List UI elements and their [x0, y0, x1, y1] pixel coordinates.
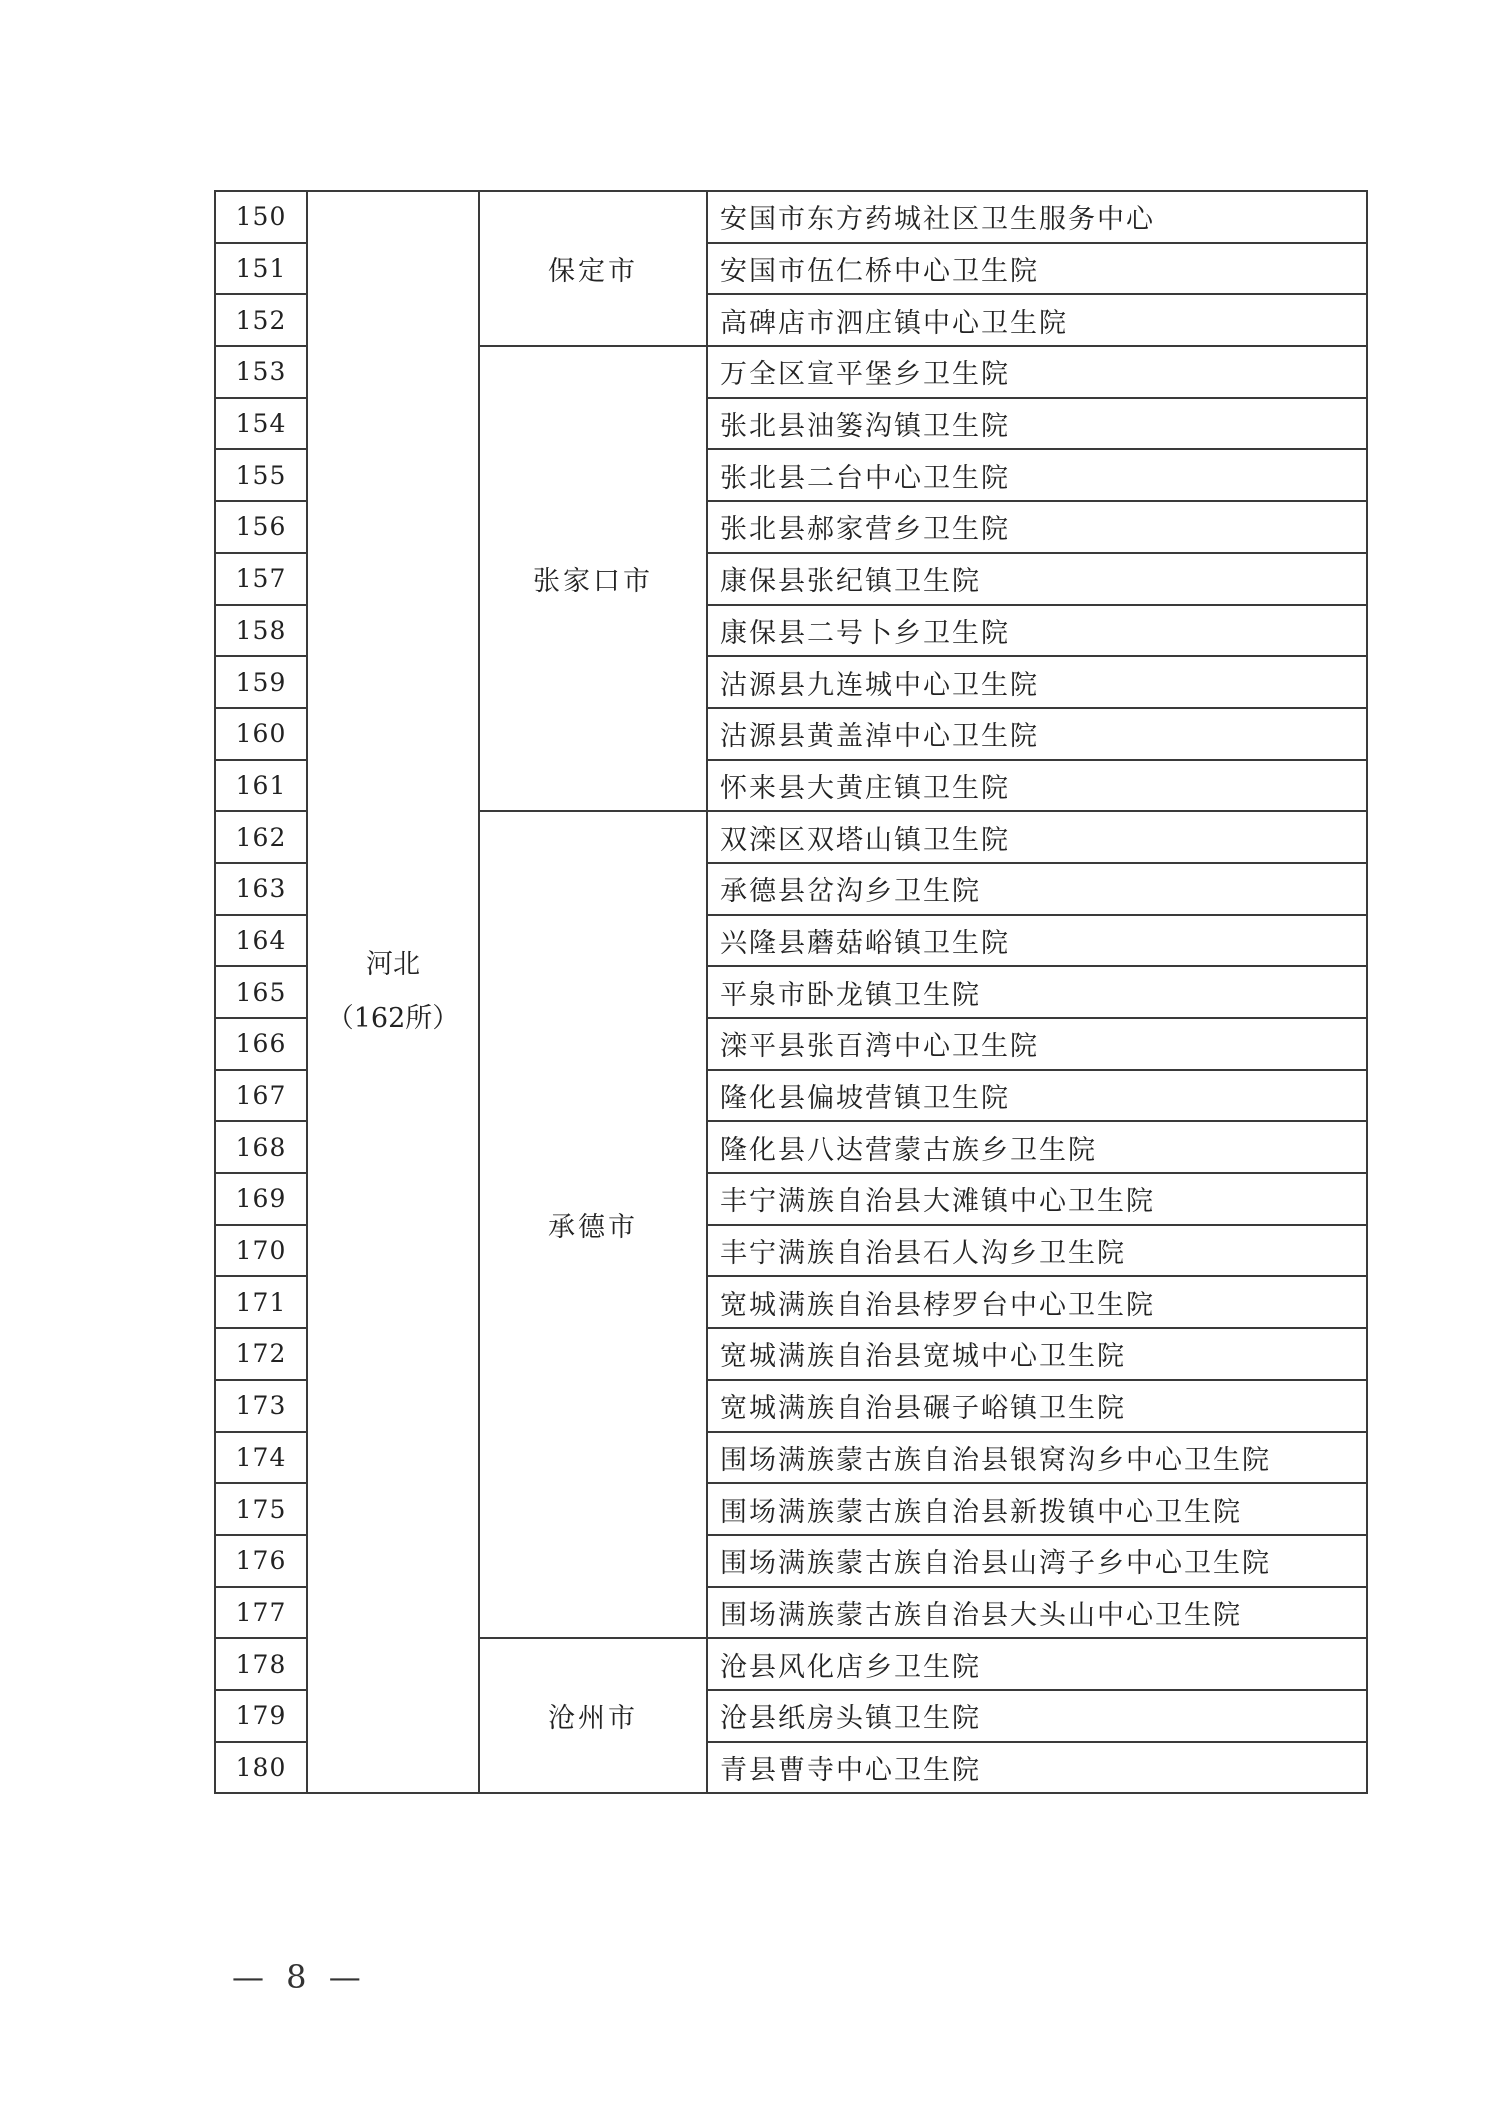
facility-name: 兴隆县蘑菇峪镇卫生院	[707, 915, 1367, 967]
facility-name: 张北县郝家营乡卫生院	[707, 501, 1367, 553]
row-number: 180	[215, 1742, 307, 1794]
facility-name: 丰宁满族自治县石人沟乡卫生院	[707, 1225, 1367, 1277]
city-cell: 张家口市	[479, 346, 707, 811]
city-cell: 承德市	[479, 811, 707, 1638]
facility-name: 滦平县张百湾中心卫生院	[707, 1018, 1367, 1070]
row-number: 159	[215, 656, 307, 708]
row-number: 175	[215, 1483, 307, 1535]
row-number: 172	[215, 1328, 307, 1380]
facility-name: 高碑店市泗庄镇中心卫生院	[707, 294, 1367, 346]
province-cell	[307, 191, 479, 1793]
row-number: 165	[215, 966, 307, 1018]
facility-name: 承德县岔沟乡卫生院	[707, 863, 1367, 915]
facility-name: 沽源县九连城中心卫生院	[707, 656, 1367, 708]
page-number: — 8 —	[232, 1958, 367, 1996]
facility-name: 宽城满族自治县宽城中心卫生院	[707, 1328, 1367, 1380]
row-number: 161	[215, 760, 307, 812]
facility-name: 宽城满族自治县碾子峪镇卫生院	[707, 1380, 1367, 1432]
row-number: 158	[215, 605, 307, 657]
facility-name: 丰宁满族自治县大滩镇中心卫生院	[707, 1173, 1367, 1225]
facility-name: 双滦区双塔山镇卫生院	[707, 811, 1367, 863]
province-count: （162所）	[326, 1003, 460, 1035]
row-number: 169	[215, 1173, 307, 1225]
facility-name: 隆化县偏坡营镇卫生院	[707, 1070, 1367, 1122]
row-number: 162	[215, 811, 307, 863]
facility-table	[214, 190, 1368, 1794]
facility-name: 青县曹寺中心卫生院	[707, 1742, 1367, 1794]
row-number: 174	[215, 1432, 307, 1484]
row-number: 179	[215, 1690, 307, 1742]
row-number: 153	[215, 346, 307, 398]
facility-name: 万全区宣平堡乡卫生院	[707, 346, 1367, 398]
row-number: 164	[215, 915, 307, 967]
facility-name: 安国市伍仁桥中心卫生院	[707, 243, 1367, 295]
province-name: 河北	[366, 949, 420, 981]
facility-name: 宽城满族自治县桲罗台中心卫生院	[707, 1276, 1367, 1328]
row-number: 155	[215, 449, 307, 501]
row-number: 152	[215, 294, 307, 346]
row-number: 166	[215, 1018, 307, 1070]
row-number: 168	[215, 1121, 307, 1173]
row-number: 163	[215, 863, 307, 915]
facility-name: 围场满族蒙古族自治县山湾子乡中心卫生院	[707, 1535, 1367, 1587]
facility-name: 围场满族蒙古族自治县新拨镇中心卫生院	[707, 1483, 1367, 1535]
facility-name: 康保县张纪镇卫生院	[707, 553, 1367, 605]
row-number: 176	[215, 1535, 307, 1587]
row-number: 171	[215, 1276, 307, 1328]
facility-name: 怀来县大黄庄镇卫生院	[707, 760, 1367, 812]
facility-name: 沽源县黄盖淖中心卫生院	[707, 708, 1367, 760]
row-number: 170	[215, 1225, 307, 1277]
city-cell: 保定市	[479, 191, 707, 346]
row-number: 156	[215, 501, 307, 553]
facility-name: 平泉市卧龙镇卫生院	[707, 966, 1367, 1018]
facility-name: 康保县二号卜乡卫生院	[707, 605, 1367, 657]
table-row	[215, 191, 1367, 243]
facility-name: 隆化县八达营蒙古族乡卫生院	[707, 1121, 1367, 1173]
row-number: 178	[215, 1638, 307, 1690]
row-number: 160	[215, 708, 307, 760]
table-body	[215, 191, 1367, 1793]
facility-name: 张北县油篓沟镇卫生院	[707, 398, 1367, 450]
facility-name: 围场满族蒙古族自治县银窝沟乡中心卫生院	[707, 1432, 1367, 1484]
facility-name: 安国市东方药城社区卫生服务中心	[707, 191, 1367, 243]
facility-name: 围场满族蒙古族自治县大头山中心卫生院	[707, 1587, 1367, 1639]
row-number: 154	[215, 398, 307, 450]
row-number: 173	[215, 1380, 307, 1432]
row-number: 151	[215, 243, 307, 295]
facility-name: 沧县纸房头镇卫生院	[707, 1690, 1367, 1742]
row-number: 167	[215, 1070, 307, 1122]
facility-name: 张北县二台中心卫生院	[707, 449, 1367, 501]
facility-name: 沧县风化店乡卫生院	[707, 1638, 1367, 1690]
row-number: 177	[215, 1587, 307, 1639]
row-number: 157	[215, 553, 307, 605]
row-number: 150	[215, 191, 307, 243]
city-cell: 沧州市	[479, 1638, 707, 1793]
